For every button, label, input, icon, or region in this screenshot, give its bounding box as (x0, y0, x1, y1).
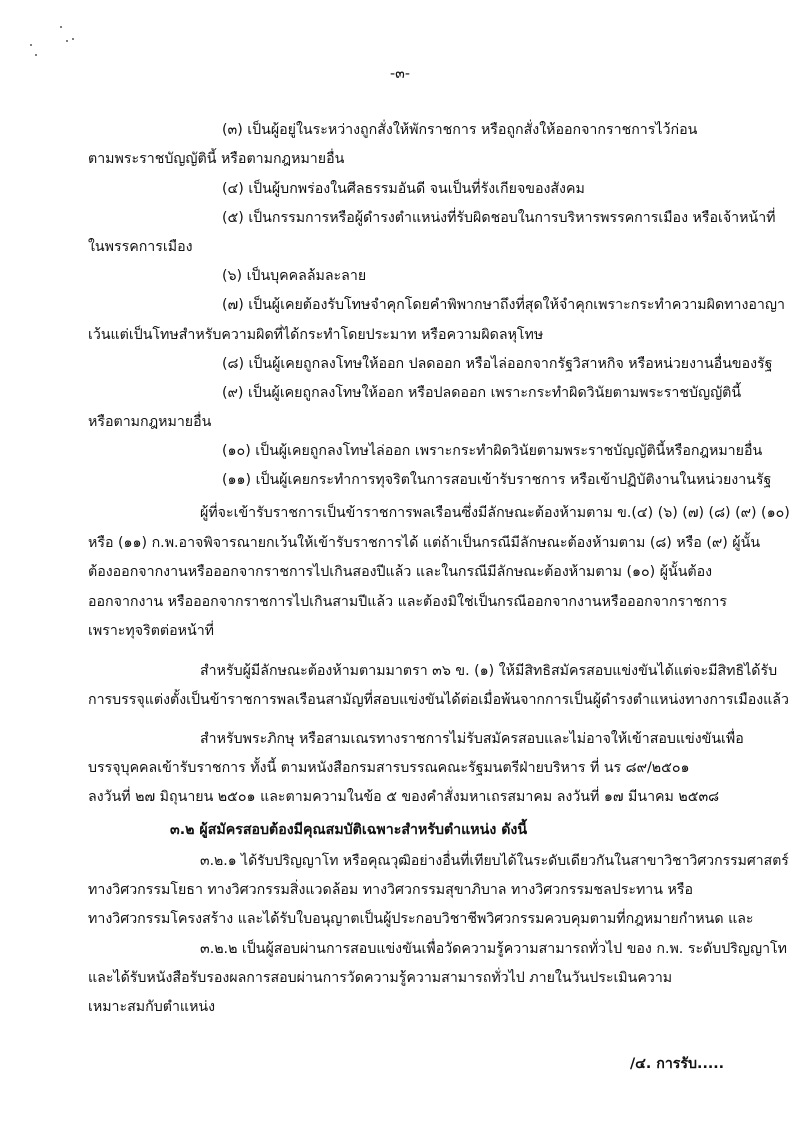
scan-speck (66, 40, 68, 42)
text-line: ลงวันที่ ๒๗ มิถุนายน ๒๕๐๑ และตามความในข้อ ๕ ของคำสั่งมหาเถรสมาคม ลงวันที่ ๑๗ มีนาคม ๒๕๓๘ (88, 789, 720, 805)
text-line: (๔) เป็นผู้บกพร่องในศีลธรรมอันดี จนเป็นที่รังเกียจของสังคม (222, 181, 585, 197)
text-line: หรือ (๑๑) ก.พ.อาจพิจารณายกเว้นให้เข้ารับราชการได้ แต่ถ้าเป็นกรณีมีลักษณะต้องห้ามตาม (๘) หรือ (๙) ผู้นั้น (88, 535, 761, 551)
section-heading: ๓.๒ ผู้สมัครสอบต้องมีคุณสมบัติเฉพาะสำหรับตำแหน่ง ดังนี้ (170, 822, 528, 838)
text-line: บรรจุบุคคลเข้ารับราชการ ทั้งนี้ ตามหนังสือกรมสารบรรณคณะรัฐมนตรีฝ่ายบริหาร ที่ นร ๘๙/๒๕๐๑ (88, 760, 690, 776)
text-line: ๓.๒.๒ เป็นผู้สอบผ่านการสอบแข่งขันเพื่อวัดความรู้ความสามารถทั่วไป ของ ก.พ. ระดับปริญญาโท (200, 941, 788, 957)
scan-speck (60, 26, 62, 28)
text-line: (๑๑) เป็นผู้เคยกระทำการทุจริตในการสอบเข้ารับราชการ หรือเข้าปฏิบัติงานในหน่วยงานรัฐ (222, 472, 772, 488)
text-line: ๓.๒.๑ ได้รับปริญญาโท หรือคุณวุฒิอย่างอื่นที่เทียบได้ในระดับเดียวกันในสาขาวิชาวิศวกรรมศาสตร์ (200, 853, 789, 869)
text-line: (๙) เป็นผู้เคยถูกลงโทษให้ออก หรือปลดออก เพราะกระทำผิดวินัยตามพระราชบัญญัตินี้ (222, 385, 742, 401)
text-line: การบรรจุแต่งตั้งเป็นข้าราชการพลเรือนสามัญที่สอบแข่งขันได้ต่อเมื่อพ้นจากการเป็นผู้ดำรงตำแหน่งทางการเมืองแล้ว (88, 692, 789, 708)
text-line: เหมาะสมกับตำแหน่ง (88, 999, 216, 1015)
text-line: ทางวิศวกรรมโยธา ทางวิศวกรรมสิ่งแวดล้อม ทางวิศวกรรมสุขาภิบาล ทางวิศวกรรมชลประทาน หรือ (88, 882, 693, 898)
text-line: (๗) เป็นผู้เคยต้องรับโทษจำคุกโดยคำพิพากษาถึงที่สุดให้จำคุกเพราะกระทำความผิดทางอาญา (222, 297, 785, 313)
text-line: ต้องออกจากงานหรือออกจากราชการไปเกินสองปีแล้ว และในกรณีมีลักษณะต้องห้ามตาม (๑๐) ผู้นั้นต้อง (88, 564, 713, 580)
text-line: (๕) เป็นกรรมการหรือผู้ดำรงตำแหน่งที่รับผิดชอบในการบริหารพรรคการเมือง หรือเจ้าหน้าที่ (222, 210, 776, 226)
text-line: เว้นแต่เป็นโทษสำหรับความผิดที่ได้กระทำโดยประมาท หรือความผิดลหุโทษ (88, 327, 544, 343)
page-number: -๓- (390, 66, 410, 82)
text-line: ทางวิศวกรรมโครงสร้าง และได้รับใบอนุญาตเป็นผู้ประกอบวิชาชีพวิศวกรรมควบคุมตามที่กฎหมายกำหนด และ (88, 911, 754, 927)
text-line: เพราะทุจริตต่อหน้าที่ (88, 623, 215, 639)
text-line: ตามพระราชบัญญัตินี้ หรือตามกฎหมายอื่น (88, 151, 345, 167)
text-line: และได้รับหนังสือรับรองผลการสอบผ่านการวัดความรู้ความสามารถทั่วไป ภายในวันประเมินความ (88, 970, 673, 986)
text-line: (๖) เป็นบุคคลล้มละลาย (222, 268, 367, 284)
text-line: ออกจากงาน หรือออกจากราชการไปเกินสามปีแล้ว และต้องมิใช่เป็นกรณีออกจากงานหรือออกจากราชการ (88, 594, 728, 610)
text-line: สำหรับพระภิกษุ หรือสามเณรทางราชการไม่รับสมัครสอบและไม่อาจให้เข้าสอบแข่งขันเพื่อ (200, 731, 744, 747)
scan-speck (30, 44, 32, 46)
footer-continuation: /๔. การรับ..... (630, 1056, 724, 1072)
text-line: หรือตามกฎหมายอื่น (88, 414, 212, 430)
scan-speck (72, 38, 74, 40)
text-line: (๑๐) เป็นผู้เคยถูกลงโทษไล่ออก เพราะกระทำผิดวินัยตามพระราชบัญญัตินี้หรือกฎหมายอื่น (222, 443, 763, 459)
text-line: ผู้ที่จะเข้ารับราชการเป็นข้าราชการพลเรือนซึ่งมีลักษณะต้องห้ามตาม ข.(๔) (๖) (๗) (๘) (๙) (๑๐) (200, 505, 790, 521)
text-line: สำหรับผู้มีลักษณะต้องห้ามตามมาตรา ๓๖ ข. (๑) ให้มีสิทธิสมัครสอบแข่งขันได้แต่จะมีสิทธิได้รับ (200, 663, 778, 679)
text-line: (๓) เป็นผู้อยู่ในระหว่างถูกสั่งให้พักราชการ หรือถูกสั่งให้ออกจากราชการไว้ก่อน (222, 122, 698, 138)
text-line: ในพรรคการเมือง (88, 239, 193, 255)
text-line: (๘) เป็นผู้เคยถูกลงโทษให้ออก ปลดออก หรือไล่ออกจากรัฐวิสาหกิจ หรือหน่วยงานอื่นของรัฐ (222, 356, 773, 372)
scan-speck (35, 54, 37, 56)
